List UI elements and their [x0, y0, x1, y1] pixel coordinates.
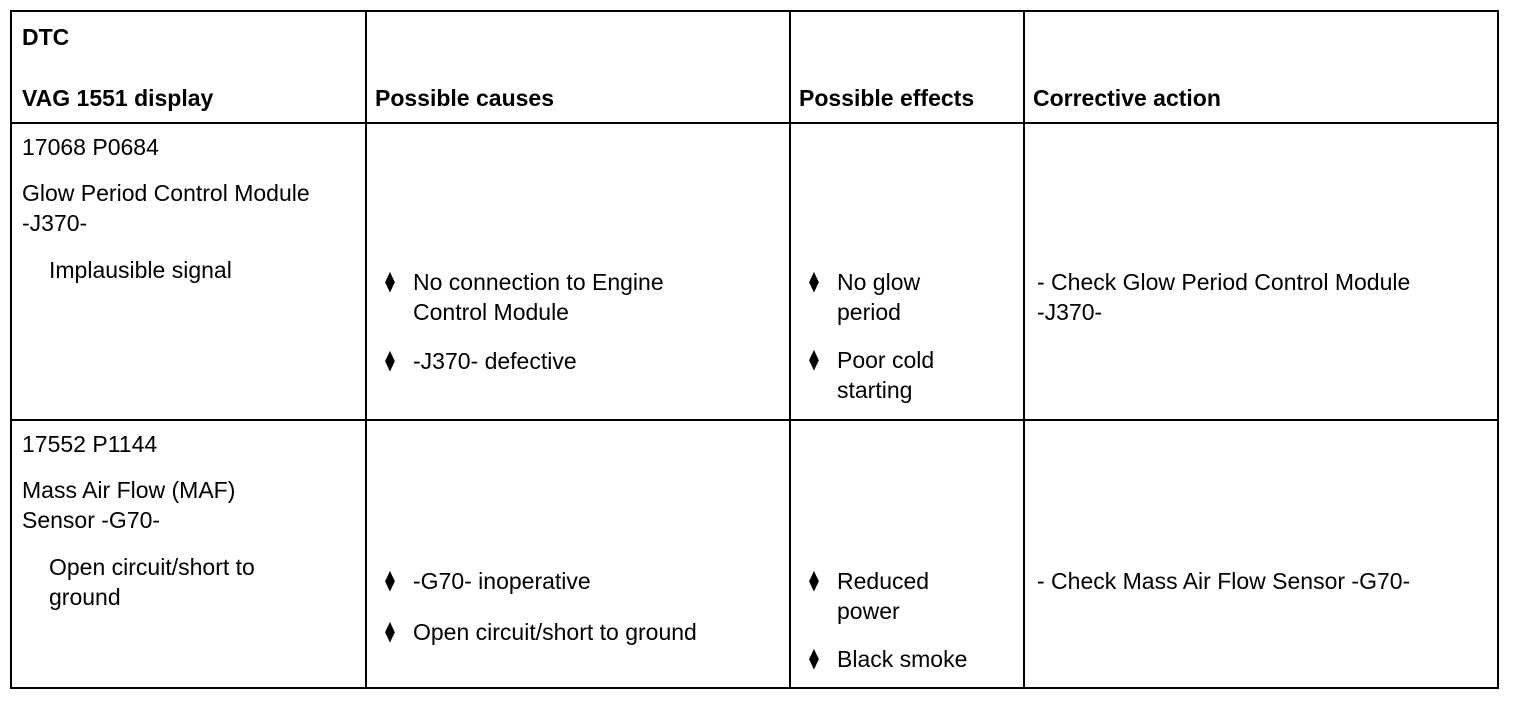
diamond-bullet-icon: ⧫ — [809, 648, 819, 670]
dtc-cell — [11, 123, 366, 420]
dtc-code: 17068 P0684 — [22, 134, 159, 160]
dtc-cell — [11, 420, 366, 688]
table-row — [11, 420, 1498, 688]
action-line1: - Check Glow Period Control Module — [1037, 269, 1411, 295]
table-row — [11, 123, 1498, 420]
cause-line1: -J370- defective — [413, 348, 577, 374]
effects-cell — [790, 420, 1024, 688]
effect-line1: Black smoke — [837, 646, 968, 672]
header-dtc-cell — [11, 11, 366, 123]
effect-line1: Reduced — [837, 568, 930, 594]
effect-line1: Poor cold — [837, 347, 935, 373]
component-name-line1: Mass Air Flow (MAF) — [22, 477, 236, 503]
cause-line2: Control Module — [413, 299, 569, 325]
header-action-label: Corrective action — [1033, 85, 1221, 111]
diamond-bullet-icon: ⧫ — [385, 570, 395, 592]
effect-line2: period — [837, 299, 901, 325]
component-name-line2: -J370- — [22, 210, 88, 236]
header-dtc-label: DTC — [22, 24, 70, 50]
action-cell — [1024, 420, 1498, 688]
action-line1: - Check Mass Air Flow Sensor -G70- — [1037, 568, 1411, 594]
cause-line1: -G70- inoperative — [413, 568, 591, 594]
dtc-code: 17552 P1144 — [22, 431, 158, 457]
header-effects-cell — [790, 11, 1024, 123]
header-effects-label: Possible effects — [799, 85, 975, 111]
diamond-bullet-icon: ⧫ — [809, 570, 819, 592]
fault-description-line1: Open circuit/short to — [49, 554, 255, 580]
fault-description-line2: ground — [49, 584, 121, 610]
effect-line2: power — [837, 598, 900, 624]
header-row — [11, 11, 1498, 123]
header-action-cell — [1024, 11, 1498, 123]
diamond-bullet-icon: ⧫ — [809, 271, 819, 293]
fault-description-line1: Implausible signal — [49, 257, 232, 283]
component-name-line1: Glow Period Control Module — [22, 180, 310, 206]
header-causes-label: Possible causes — [375, 85, 554, 111]
action-line2: -J370- — [1037, 299, 1103, 325]
dtc-table — [10, 10, 1499, 689]
diamond-bullet-icon: ⧫ — [809, 349, 819, 371]
diamond-bullet-icon: ⧫ — [385, 271, 395, 293]
header-vag-display-label: VAG 1551 display — [22, 85, 214, 111]
action-cell — [1024, 123, 1498, 420]
causes-cell — [366, 420, 790, 688]
diamond-bullet-icon: ⧫ — [385, 621, 395, 643]
header-causes-cell — [366, 11, 790, 123]
effect-line2: starting — [837, 377, 913, 403]
effect-line1: No glow — [837, 269, 921, 295]
cause-line1: Open circuit/short to ground — [413, 619, 697, 645]
causes-cell — [366, 123, 790, 420]
diamond-bullet-icon: ⧫ — [385, 350, 395, 372]
effects-cell — [790, 123, 1024, 420]
cause-line1: No connection to Engine — [413, 269, 664, 295]
component-name-line2: Sensor -G70- — [22, 507, 161, 533]
